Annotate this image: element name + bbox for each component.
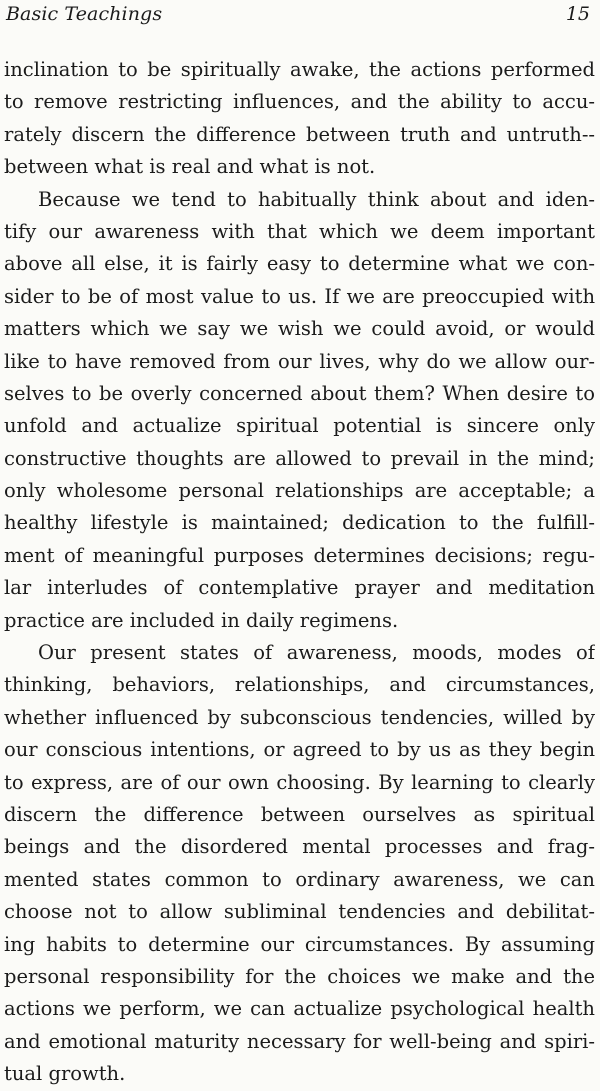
text-line: Our present states of awareness, moods, modes of [38,641,595,665]
text-line: like to have removed from our lives, why do we allow our- [4,349,595,373]
text-line: matters which we say we wish we could avoid, or would [4,317,595,341]
text-line: mented states common to ordinary awareness, we can [4,867,595,891]
text-line: only wholesome personal relationships are acceptable; a [4,479,595,503]
text-line: inclination to be spiritually awake, the actions performed [4,58,595,81]
text-line: selves to be overly concerned about them? When desire to [4,381,595,405]
text-line: personal responsibility for the choices we make and the [4,964,595,988]
text-line: tify our awareness with that which we deem important [4,219,595,243]
text-line: above all else, it is fairly easy to determine what we con- [4,252,595,276]
page-number: 15 [565,3,590,25]
text-line: thinking, behaviors, relationships, and circumstances, [4,673,595,697]
paragraph [4,54,595,184]
text-line: unfold and actualize spiritual potential is sincere only [4,414,595,438]
text-line: our conscious intentions, or agreed to by us as they begin [4,738,595,762]
text-line: beings and the disordered mental processes and frag- [4,835,595,859]
text-line: practice are included in daily regimens. [4,608,399,632]
text-line: healthy lifestyle is maintained; dedication to the fulfill- [4,511,595,535]
text-line: between what is real and what is not. [4,155,376,179]
text-line: ment of meaningful purposes determines decisions; regu- [4,543,595,567]
text-line: whether influenced by subconscious tendencies, willed by [4,705,595,729]
body-text [4,54,595,1091]
text-line: constructive thoughts are allowed to prevail in the mind; [4,446,595,470]
paragraph [4,184,595,637]
text-line: tual growth. [4,1062,126,1086]
paragraph [4,637,595,1090]
running-head [0,0,600,30]
text-line: choose not to allow subliminal tendencies and debilitat- [4,900,595,924]
text-line: ing habits to determine our circumstances. By assuming [4,932,595,956]
running-title: Basic Teachings [6,3,163,25]
text-line: discern the difference between ourselves as spiritual [4,802,595,826]
text-line: and emotional maturity necessary for well-being and spiri- [4,1029,595,1053]
text-line: to remove restricting influences, and the ability to accu- [4,90,595,114]
text-line: to express, are of our own choosing. By learning to clearly [4,770,595,794]
text-line: Because we tend to habitually think about and iden- [38,187,595,211]
text-line: lar interludes of contemplative prayer and meditation [4,576,595,600]
text-line: rately discern the difference between truth and untruth-- [4,122,595,146]
text-line: sider to be of most value to us. If we are preoccupied with [4,284,595,308]
text-line: actions we perform, we can actualize psychological health [4,997,595,1021]
